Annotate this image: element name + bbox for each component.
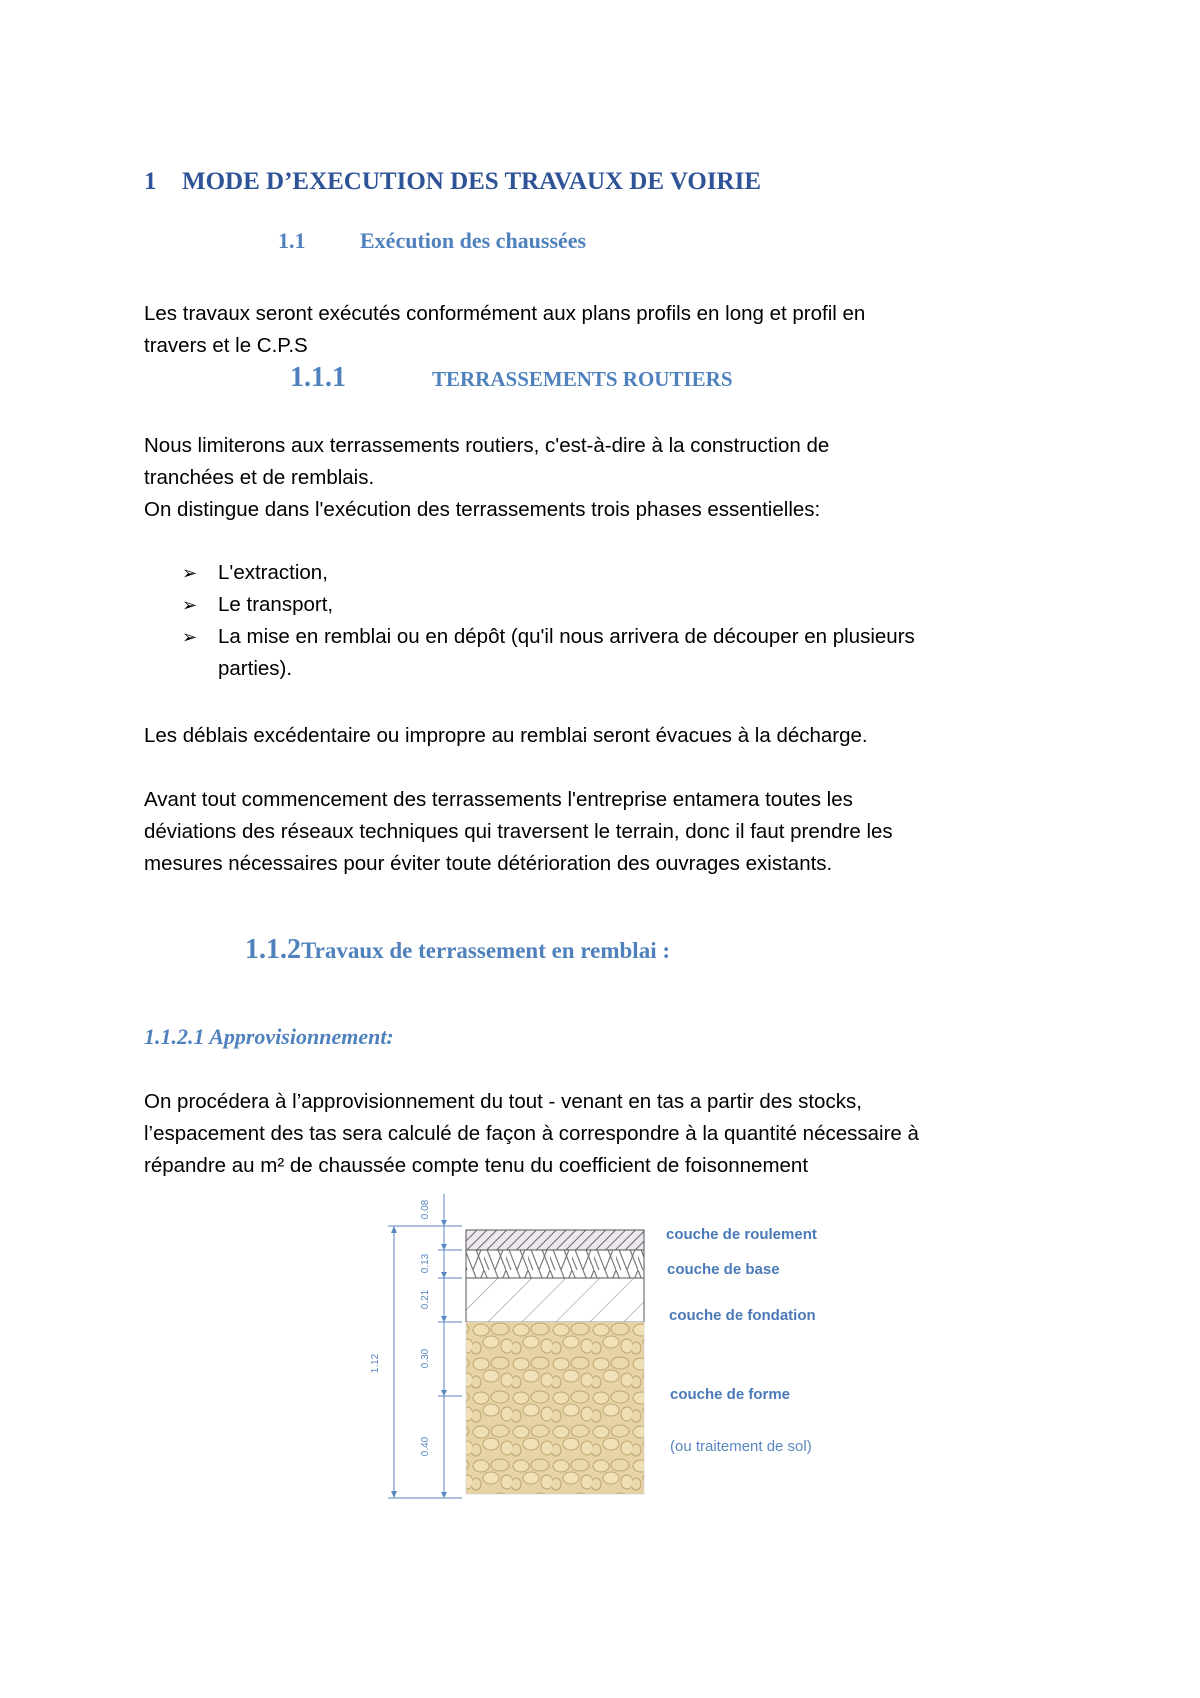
text-line: déviations des réseaux techniques qui traversent le terrain, donc il faut prendre les [144,820,893,843]
paragraph-avant-tout [144,784,1064,880]
list-item [182,557,1062,589]
section-number: 1 [144,168,157,195]
layer-label-base: couche de base [667,1261,780,1278]
arrow-bullet-icon: ➢ [182,563,198,583]
list-item-text: L'extraction, [218,561,328,584]
list-item [182,621,1062,685]
section-heading-1-1-2-1 [144,1024,394,1050]
paragraph-terrassements [144,430,1064,526]
section-number: 1.1.2.1 [144,1024,205,1049]
text-line: l’espacement des tas sera calculé de façon à correspondre à la quantité nécessaire à [144,1122,919,1145]
layer-label-sol: (ou traitement de sol) [670,1438,812,1455]
text-line: On procédera à l’approvisionnement du tout - venant en tas a partir des stocks, [144,1090,862,1113]
section-number: 1.1.1 [290,362,346,393]
section-title: MODE D’EXECUTION DES TRAVAUX DE VOIRIE [182,168,762,195]
section-number: 1.1.2 [245,934,301,965]
text-line: travers et le C.P.S [144,334,308,357]
section-heading-1-1-1 [290,362,733,394]
thickness-label: 0.21 [420,1289,432,1310]
layer-label-forme: couche de forme [670,1386,791,1403]
section-title: Exécution des chaussées [360,228,587,253]
arrow-bullet-icon: ➢ [182,595,198,615]
list-item [182,589,1062,621]
list-item-text: parties). [218,657,293,680]
list-item-text: La mise en remblai ou en dépôt (qu'il nous arrivera de découper en plusieurs [218,625,915,648]
list-item-text: Le transport, [218,593,334,616]
section-heading-1-1-2 [245,934,670,966]
text-line: Nous limiterons aux terrassements routiers, c'est-à-dire à la construction de [144,434,830,457]
layer-roulement [466,1230,644,1250]
text-line: mesures nécessaires pour éviter toute détérioration des ouvrages existants. [144,852,833,875]
paragraph-approvisionnement [144,1086,1064,1182]
layer-label-roulement: couche de roulement [666,1226,817,1243]
section-title: TERRASSEMENTS ROUTIERS [432,367,733,391]
pavement-structure-figure [352,1186,852,1516]
text-line: On distingue dans l'exécution des terrassements trois phases essentielles: [144,498,821,521]
total-thickness-label: 1.12 [370,1353,382,1374]
section-number: 1.1 [278,228,306,253]
thickness-label: 0.13 [420,1253,432,1274]
arrow-bullet-icon: ➢ [182,627,198,647]
paragraph-intro [144,298,1064,362]
text-line: tranchées et de remblais. [144,466,375,489]
thickness-label: 0.40 [420,1436,432,1457]
section-heading-1 [144,168,761,196]
text-line: Les déblais excédentaire ou impropre au remblai seront évacues à la décharge. [144,724,868,747]
section-heading-1-1 [278,228,586,254]
thickness-label: 0.30 [420,1348,432,1369]
text-line: Avant tout commencement des terrassements l'entreprise entamera toutes les [144,788,853,811]
paragraph-deblais [144,720,1064,752]
layer-label-fondation: couche de fondation [669,1307,816,1324]
layer-base [466,1250,644,1278]
layer-fondation [466,1278,644,1322]
text-line: Les travaux seront exécutés conformément aux plans profils en long et profil en [144,302,866,325]
text-line: répandre au m² de chaussée compte tenu du coefficient de foisonnement [144,1154,809,1177]
section-title: Approvisionnement: [209,1024,394,1049]
layer-forme [466,1322,644,1494]
thickness-label: 0.08 [420,1199,432,1220]
phases-bullet-list [182,557,1062,685]
section-title: Travaux de terrassement en remblai : [301,938,670,963]
